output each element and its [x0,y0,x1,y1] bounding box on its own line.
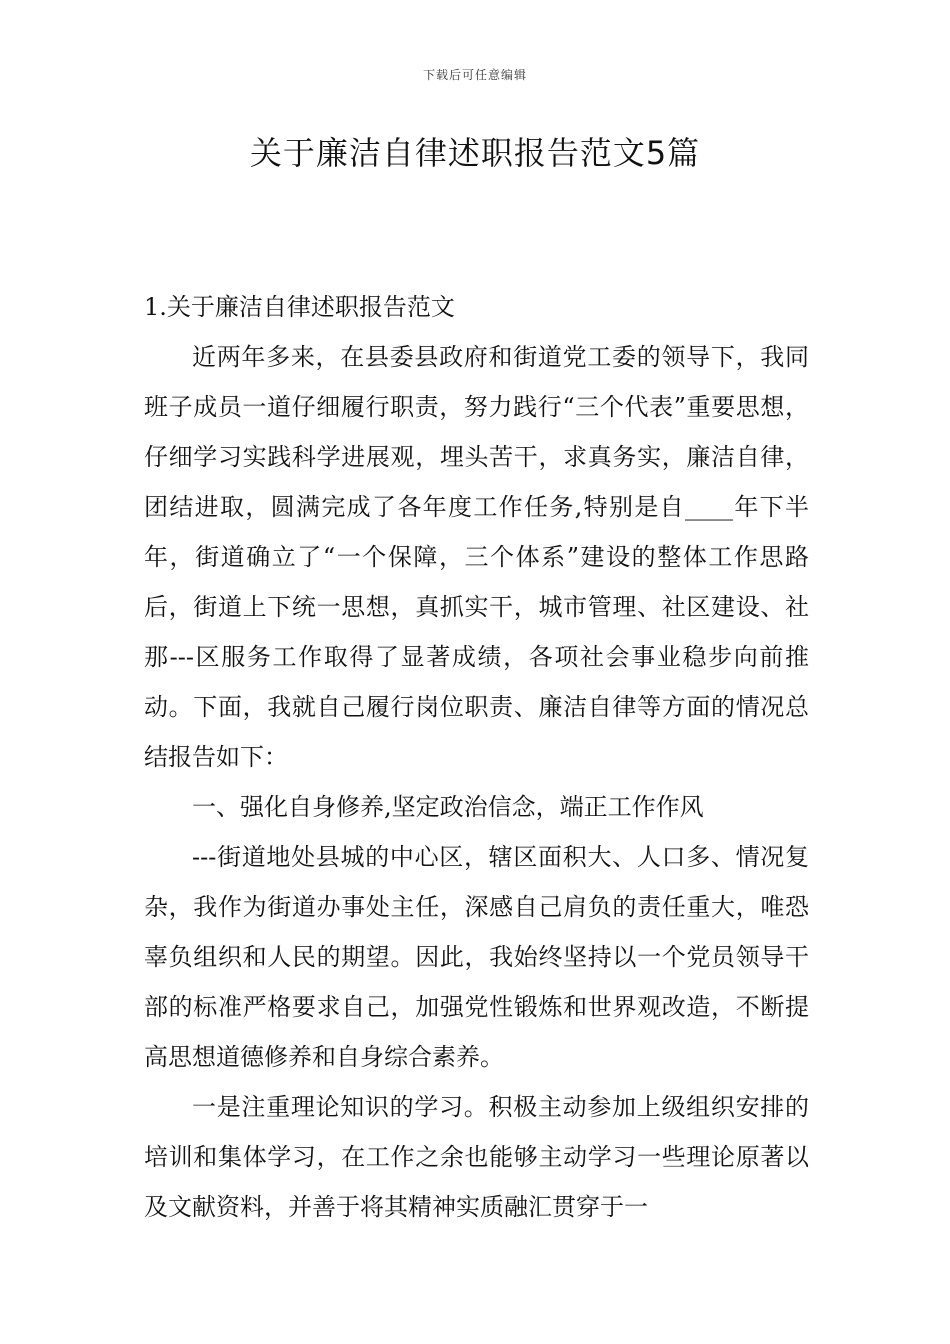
paragraph-subheading: 一、强化自身修养,坚定政治信念，端正工作作风 [192,793,704,821]
paragraph-district: ---街道地处县城的中心区，辖区面积大、人口多、情况复杂，我作为街道办事处主任，深感自己肩负的责任重大，唯恐辜负组织和人民的期望。因此，我始终坚持以一个党员领导干部的标准严格要求自己，加强党性锻炼和世界观改造，不断提高思想道德修养和自身综合素养。 [144,843,809,1071]
paragraph-study: 一是注重理论知识的学习。积极主动参加上级组织安排的培训和集体学习，在工作之余也能够主动学习一些理论原著以及文献资料，并善于将其精神实质融汇贯穿于一 [144,1093,809,1221]
document-body [144,282,809,1232]
section-heading: 1.关于廉洁自律述职报告范文 [144,293,455,321]
document-title: 关于廉洁自律述职报告范文5篇 [249,134,701,172]
paragraph-intro: 近两年多来，在县委县政府和街道党工委的领导下，我同班子成员一道仔细履行职责，努力践行“三个代表”重要思想，仔细学习实践科学进展观，埋头苦干，求真务实，廉洁自律，团结进取，圆满完成了各年度工作任务,特别是自____年下半年，街道确立了“一个保障，三个体系”建设的整体工作思路后，街道上下统一思想，真抓实干，城市管理、社区建设、社那---区服务工作取得了显著成绩，各项社会事业稳步向前推动。下面，我就自己履行岗位职责、廉洁自律等方面的情况总结报告如下： [144,343,809,771]
header-note: 下载后可任意编辑 [422,68,527,82]
